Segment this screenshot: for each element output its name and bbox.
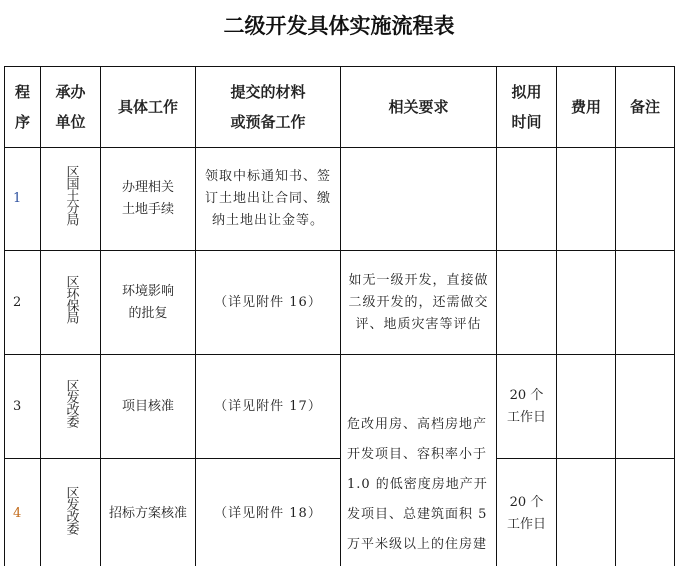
row-fee bbox=[557, 355, 616, 459]
row-materials: 领取中标通知书、签订土地出让合同、缴纳土地出让金等。 bbox=[196, 148, 341, 251]
row-seq: 3 bbox=[5, 355, 41, 459]
row-work: 招标方案核准 bbox=[101, 459, 196, 566]
header-work: 具体工作 bbox=[101, 67, 196, 148]
table-row bbox=[5, 459, 675, 566]
row-seq: 2 bbox=[5, 251, 41, 355]
table-row bbox=[5, 148, 675, 251]
row-seq: 4 bbox=[5, 459, 41, 566]
row-unit: 区发改委 bbox=[41, 459, 101, 566]
header-row bbox=[5, 67, 675, 148]
table-row bbox=[5, 355, 675, 459]
page-title: 二级开发具体实施流程表 bbox=[223, 14, 455, 38]
header-note: 备注 bbox=[616, 67, 675, 148]
table-row bbox=[5, 251, 675, 355]
row-time: 20 个工作日 bbox=[497, 459, 557, 566]
row-time bbox=[497, 148, 557, 251]
row-unit: 区国土分局 bbox=[41, 148, 101, 251]
row-note bbox=[616, 355, 675, 459]
row-unit: 区发改委 bbox=[41, 355, 101, 459]
row-fee bbox=[557, 459, 616, 566]
header-requirements: 相关要求 bbox=[341, 67, 497, 148]
row-work: 项目核准 bbox=[101, 355, 196, 459]
row-requirements: 如无一级开发，直接做二级开发的，还需做交评、地质灾害等评估 bbox=[341, 251, 497, 355]
header-seq: 程 序 bbox=[5, 67, 41, 148]
row-materials: （详见附件 16） bbox=[196, 251, 341, 355]
row-fee bbox=[557, 148, 616, 251]
row-work: 环境影响的批复 bbox=[101, 251, 196, 355]
row-unit: 区环保局 bbox=[41, 251, 101, 355]
process-table bbox=[4, 66, 675, 566]
row-seq: 1 bbox=[5, 148, 41, 251]
row-materials: （详见附件 17） bbox=[196, 355, 341, 459]
row-note bbox=[616, 459, 675, 566]
row-work: 办理相关土地手续 bbox=[101, 148, 196, 251]
row-time: 20 个工作日 bbox=[497, 355, 557, 459]
row-requirements: 危改用房、高档房地产开发项目、容积率小于 1.0 的低密度房地产开发项目、总建筑面积 5 万平米级以上的住房建 bbox=[341, 355, 497, 566]
header-unit: 承办 单位 bbox=[41, 67, 101, 148]
header-time: 拟用时间 bbox=[497, 67, 557, 148]
header-fee: 费用 bbox=[557, 67, 616, 148]
row-time bbox=[497, 251, 557, 355]
header-materials: 提交的材料 或预备工作 bbox=[196, 67, 341, 148]
row-note bbox=[616, 251, 675, 355]
row-fee bbox=[557, 251, 616, 355]
row-materials: （详见附件 18） bbox=[196, 459, 341, 566]
row-requirements bbox=[341, 148, 497, 251]
row-note bbox=[616, 148, 675, 251]
